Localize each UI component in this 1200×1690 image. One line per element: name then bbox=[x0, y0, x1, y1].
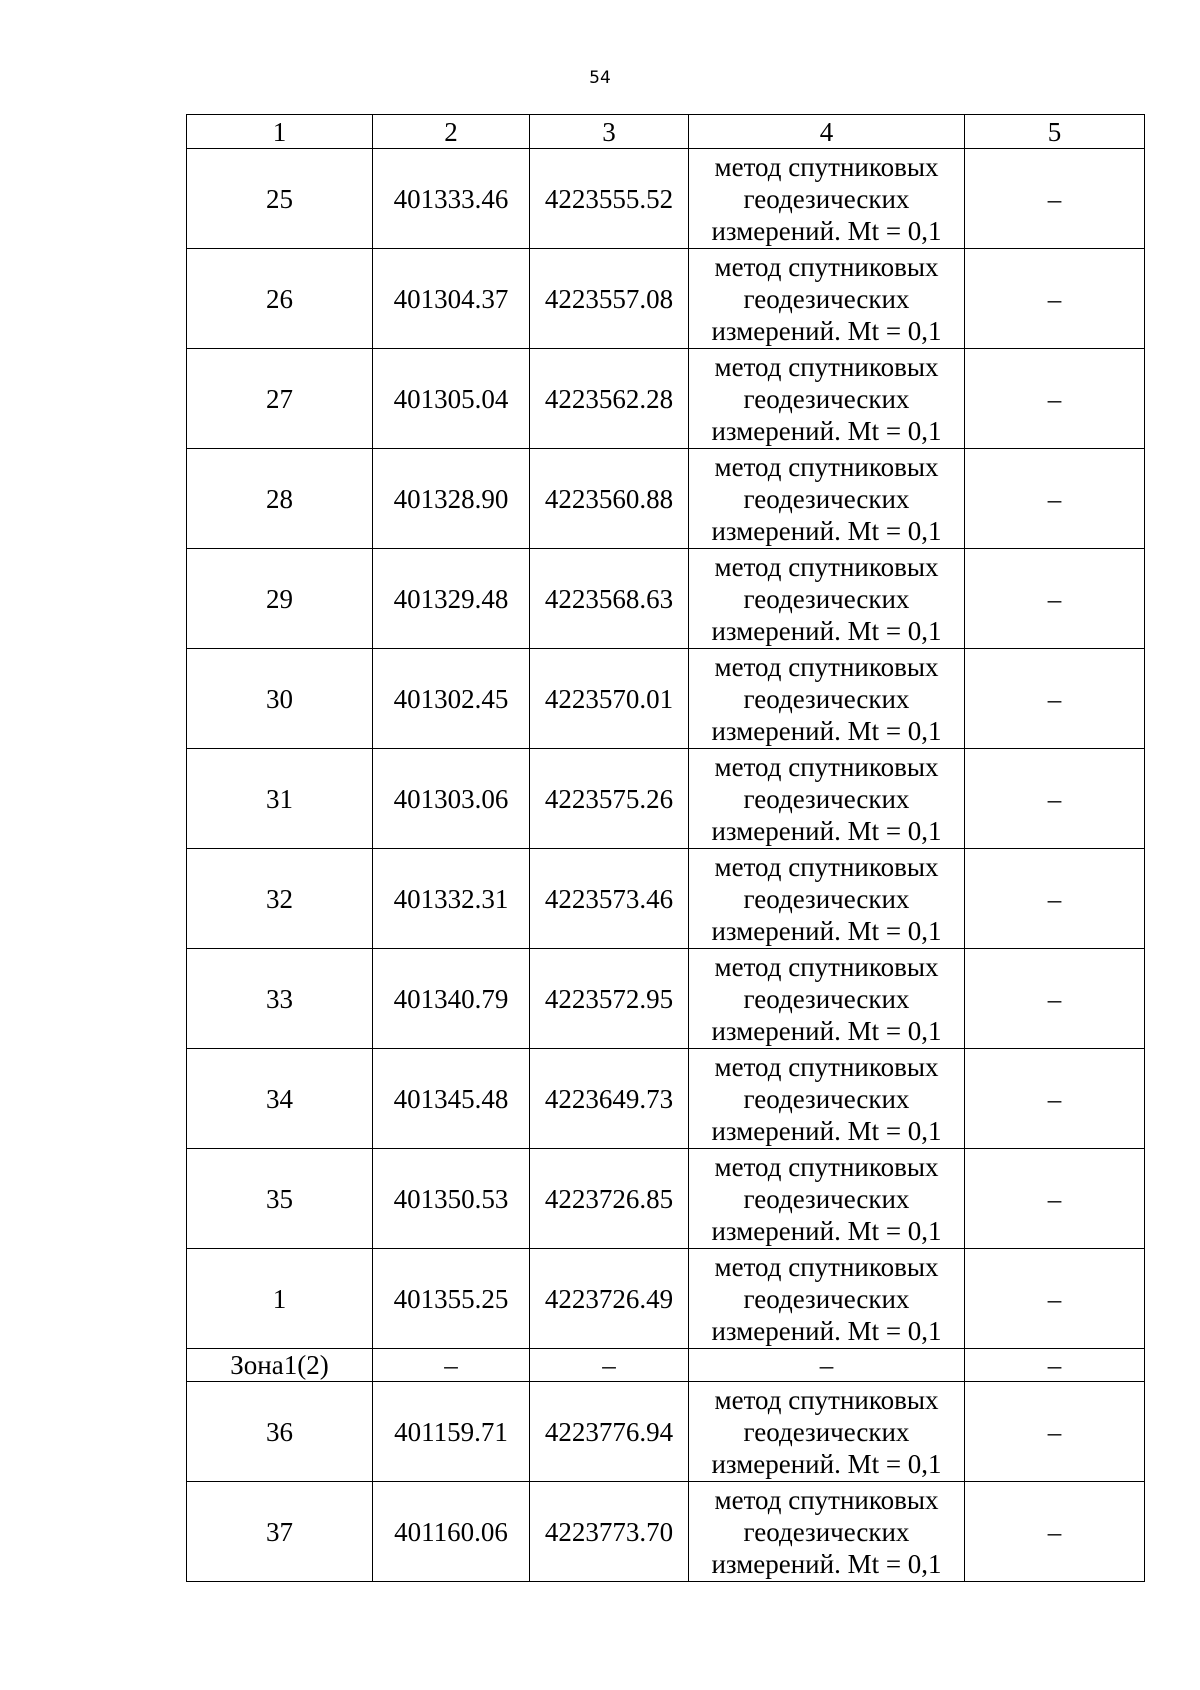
y-coordinate-cell: 4223568.63 bbox=[530, 549, 689, 649]
y-coordinate-cell: 4223726.49 bbox=[530, 1249, 689, 1349]
method-line: геодезических bbox=[743, 1416, 910, 1447]
table-row bbox=[187, 549, 1145, 649]
method-cell bbox=[689, 449, 965, 549]
point-number-cell: Зона1(2) bbox=[187, 1349, 373, 1382]
method-line: геодезических bbox=[743, 1183, 910, 1214]
x-coordinate-cell: 401302.45 bbox=[373, 649, 530, 749]
column-header-1: 1 bbox=[187, 115, 373, 149]
table-row bbox=[187, 1149, 1145, 1249]
x-coordinate-cell: 401345.48 bbox=[373, 1049, 530, 1149]
y-coordinate-cell: – bbox=[530, 1349, 689, 1382]
method-line: метод спутниковых bbox=[714, 751, 939, 782]
page-number: 54 bbox=[589, 68, 611, 88]
method-cell bbox=[689, 1049, 965, 1149]
note-cell: – bbox=[965, 249, 1145, 349]
method-line: измерений. Mt = 0,1 bbox=[711, 1448, 942, 1479]
y-coordinate-cell: 4223570.01 bbox=[530, 649, 689, 749]
x-coordinate-cell: 401328.90 bbox=[373, 449, 530, 549]
method-line: геодезических bbox=[743, 883, 910, 914]
point-number-cell: 31 bbox=[187, 749, 373, 849]
point-number-cell: 36 bbox=[187, 1382, 373, 1482]
y-coordinate-cell: 4223562.28 bbox=[530, 349, 689, 449]
x-coordinate-cell: 401305.04 bbox=[373, 349, 530, 449]
method-line: измерений. Mt = 0,1 bbox=[711, 415, 942, 446]
method-line: метод спутниковых bbox=[714, 551, 939, 582]
method-cell bbox=[689, 849, 965, 949]
method-cell bbox=[689, 249, 965, 349]
column-header-4: 4 bbox=[689, 115, 965, 149]
table-row bbox=[187, 949, 1145, 1049]
method-line: метод спутниковых bbox=[714, 1384, 939, 1415]
method-line: геодезических bbox=[743, 483, 910, 514]
method-line: геодезических bbox=[743, 583, 910, 614]
method-line: метод спутниковых bbox=[714, 451, 939, 482]
y-coordinate-cell: 4223573.46 bbox=[530, 849, 689, 949]
y-coordinate-cell: 4223560.88 bbox=[530, 449, 689, 549]
x-coordinate-cell: 401350.53 bbox=[373, 1149, 530, 1249]
point-number-cell: 28 bbox=[187, 449, 373, 549]
method-cell bbox=[689, 1149, 965, 1249]
method-line: измерений. Mt = 0,1 bbox=[711, 915, 942, 946]
note-cell: – bbox=[965, 949, 1145, 1049]
table-row bbox=[187, 249, 1145, 349]
table-row bbox=[187, 149, 1145, 249]
point-number-cell: 27 bbox=[187, 349, 373, 449]
method-line: геодезических bbox=[743, 183, 910, 214]
method-line: метод спутниковых bbox=[714, 151, 939, 182]
table-body bbox=[187, 115, 1145, 1582]
note-cell: – bbox=[965, 149, 1145, 249]
method-line: измерений. Mt = 0,1 bbox=[711, 515, 942, 546]
x-coordinate-cell: 401160.06 bbox=[373, 1482, 530, 1582]
column-header-5: 5 bbox=[965, 115, 1145, 149]
method-cell bbox=[689, 1382, 965, 1482]
method-line: геодезических bbox=[743, 1516, 910, 1547]
method-cell bbox=[689, 149, 965, 249]
method-cell bbox=[689, 649, 965, 749]
method-line: измерений. Mt = 0,1 bbox=[711, 1315, 942, 1346]
method-cell bbox=[689, 949, 965, 1049]
x-coordinate-cell: 401329.48 bbox=[373, 549, 530, 649]
y-coordinate-cell: 4223773.70 bbox=[530, 1482, 689, 1582]
point-number-cell: 35 bbox=[187, 1149, 373, 1249]
note-cell: – bbox=[965, 1149, 1145, 1249]
method-line: геодезических bbox=[743, 1083, 910, 1114]
x-coordinate-cell: 401340.79 bbox=[373, 949, 530, 1049]
table-row bbox=[187, 349, 1145, 449]
method-line: измерений. Mt = 0,1 bbox=[711, 1015, 942, 1046]
point-number-cell: 30 bbox=[187, 649, 373, 749]
method-line: геодезических bbox=[743, 1283, 910, 1314]
column-header-2: 2 bbox=[373, 115, 530, 149]
note-cell: – bbox=[965, 349, 1145, 449]
method-line: геодезических bbox=[743, 783, 910, 814]
method-line: метод спутниковых bbox=[714, 351, 939, 382]
note-cell: – bbox=[965, 1249, 1145, 1349]
zone-row bbox=[187, 1349, 1145, 1382]
method-line: метод спутниковых bbox=[714, 651, 939, 682]
method-line: измерений. Mt = 0,1 bbox=[711, 715, 942, 746]
point-number-cell: 37 bbox=[187, 1482, 373, 1582]
y-coordinate-cell: 4223776.94 bbox=[530, 1382, 689, 1482]
y-coordinate-cell: 4223557.08 bbox=[530, 249, 689, 349]
method-line: измерений. Mt = 0,1 bbox=[711, 215, 942, 246]
x-coordinate-cell: 401159.71 bbox=[373, 1382, 530, 1482]
method-line: измерений. Mt = 0,1 bbox=[711, 815, 942, 846]
method-line: метод спутниковых bbox=[714, 1484, 939, 1515]
note-cell: – bbox=[965, 1049, 1145, 1149]
y-coordinate-cell: 4223555.52 bbox=[530, 149, 689, 249]
y-coordinate-cell: 4223726.85 bbox=[530, 1149, 689, 1249]
table-row bbox=[187, 1249, 1145, 1349]
method-line: метод спутниковых bbox=[714, 851, 939, 882]
point-number-cell: 25 bbox=[187, 149, 373, 249]
point-number-cell: 26 bbox=[187, 249, 373, 349]
note-cell: – bbox=[965, 1482, 1145, 1582]
method-cell bbox=[689, 349, 965, 449]
method-line: геодезических bbox=[743, 983, 910, 1014]
note-cell: – bbox=[965, 749, 1145, 849]
method-line: метод спутниковых bbox=[714, 251, 939, 282]
method-line: геодезических bbox=[743, 283, 910, 314]
note-cell: – bbox=[965, 849, 1145, 949]
method-line: измерений. Mt = 0,1 bbox=[711, 1548, 942, 1579]
y-coordinate-cell: 4223649.73 bbox=[530, 1049, 689, 1149]
method-line: измерений. Mt = 0,1 bbox=[711, 1115, 942, 1146]
x-coordinate-cell: 401304.37 bbox=[373, 249, 530, 349]
method-cell bbox=[689, 1249, 965, 1349]
y-coordinate-cell: 4223572.95 bbox=[530, 949, 689, 1049]
point-number-cell: 34 bbox=[187, 1049, 373, 1149]
y-coordinate-cell: 4223575.26 bbox=[530, 749, 689, 849]
method-line: геодезических bbox=[743, 383, 910, 414]
method-line: измерений. Mt = 0,1 bbox=[711, 315, 942, 346]
table-row bbox=[187, 849, 1145, 949]
x-coordinate-cell: 401332.31 bbox=[373, 849, 530, 949]
column-header-3: 3 bbox=[530, 115, 689, 149]
method-cell bbox=[689, 1349, 965, 1382]
coordinates-table bbox=[186, 114, 1145, 1582]
header-row bbox=[187, 115, 1145, 149]
table-row bbox=[187, 1482, 1145, 1582]
table-row bbox=[187, 1049, 1145, 1149]
method-line: геодезических bbox=[743, 683, 910, 714]
note-cell: – bbox=[965, 549, 1145, 649]
table-row bbox=[187, 449, 1145, 549]
method-cell bbox=[689, 749, 965, 849]
method-line: измерений. Mt = 0,1 bbox=[711, 615, 942, 646]
note-cell: – bbox=[965, 649, 1145, 749]
point-number-cell: 29 bbox=[187, 549, 373, 649]
note-cell: – bbox=[965, 1349, 1145, 1382]
method-line: измерений. Mt = 0,1 bbox=[711, 1215, 942, 1246]
table-row bbox=[187, 749, 1145, 849]
note-cell: – bbox=[965, 1382, 1145, 1482]
point-number-cell: 32 bbox=[187, 849, 373, 949]
method-line: метод спутниковых bbox=[714, 1151, 939, 1182]
method-line: метод спутниковых bbox=[714, 1051, 939, 1082]
table-row bbox=[187, 1382, 1145, 1482]
method-line: метод спутниковых bbox=[714, 1251, 939, 1282]
method-cell bbox=[689, 549, 965, 649]
point-number-cell: 33 bbox=[187, 949, 373, 1049]
table-row bbox=[187, 649, 1145, 749]
method-line: метод спутниковых bbox=[714, 951, 939, 982]
x-coordinate-cell: – bbox=[373, 1349, 530, 1382]
x-coordinate-cell: 401355.25 bbox=[373, 1249, 530, 1349]
method-cell bbox=[689, 1482, 965, 1582]
x-coordinate-cell: 401303.06 bbox=[373, 749, 530, 849]
x-coordinate-cell: 401333.46 bbox=[373, 149, 530, 249]
point-number-cell: 1 bbox=[187, 1249, 373, 1349]
note-cell: – bbox=[965, 449, 1145, 549]
method-line: – bbox=[819, 1350, 834, 1380]
